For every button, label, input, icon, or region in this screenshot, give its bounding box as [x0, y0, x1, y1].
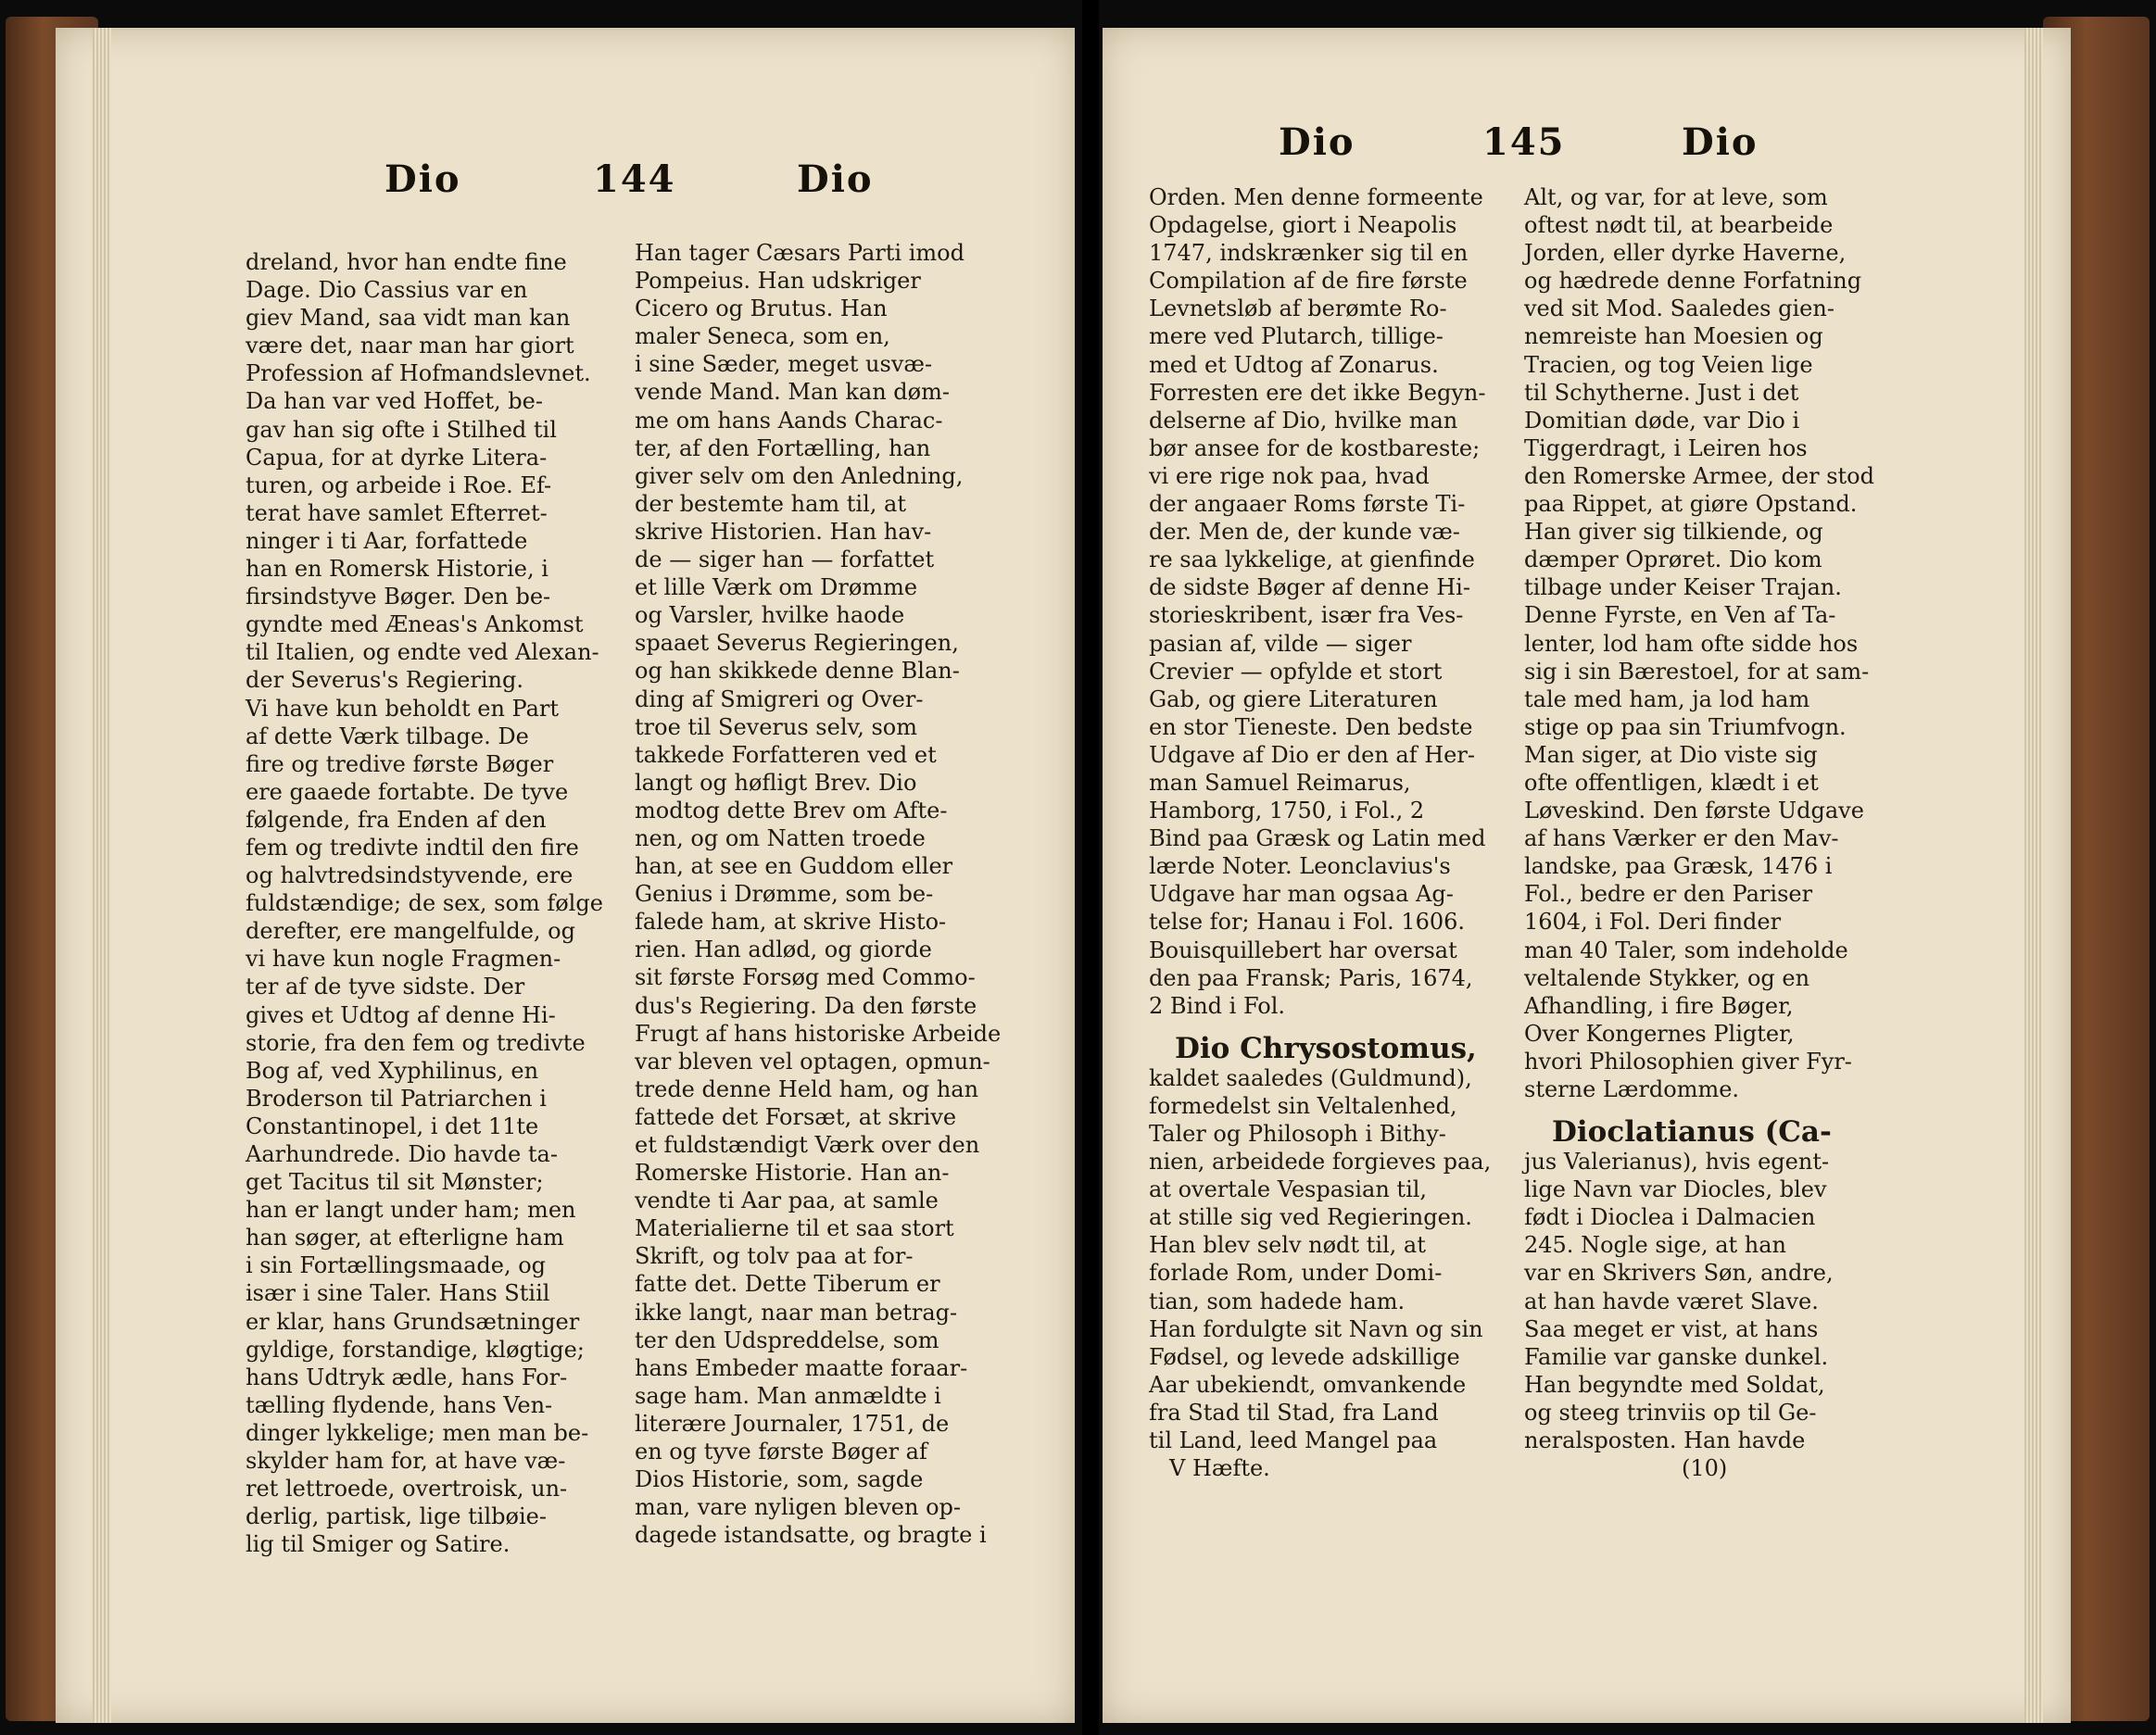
text-line: sig i sin Bærestoel, for at sam- [1524, 658, 1870, 685]
text-line: Orden. Men denne formeente [1149, 184, 1483, 210]
text-line: og hædrede denne Forfatning [1524, 268, 1862, 295]
text-line: nien, arbeidede forgieves paa, [1149, 1149, 1492, 1176]
text-line: lærde Noter. Leonclavius's [1149, 853, 1451, 880]
text-line: Bouisquillebert har oversat [1149, 937, 1457, 963]
text-line: troe til Severus selv, som [635, 713, 917, 740]
left-column-1 [246, 248, 681, 1558]
text-line: dinger lykkelige; men man be- [246, 1419, 589, 1446]
right-head-word-1: Dio [1279, 120, 1355, 164]
text-line: tilbage under Keiser Trajan. [1524, 574, 1842, 601]
text-line: Hamborg, 1750, i Fol., 2 [1149, 798, 1425, 824]
text-line: sit første Forsøg med Commo- [635, 964, 976, 991]
text-line: Tracien, og tog Veien lige [1524, 351, 1813, 378]
text-line: Udgave af Dio er den af Her- [1149, 741, 1475, 768]
text-line: Familie var ganske dunkel. [1524, 1343, 1829, 1370]
text-line: Bog af, ved Xyphilinus, en [246, 1057, 539, 1084]
text-line: Løveskind. Den første Udgave [1524, 798, 1864, 824]
text-line: 245. Nogle sige, at han [1524, 1232, 1787, 1259]
text-line: Han begyndte med Soldat, [1524, 1371, 1825, 1398]
spread-gutter [1082, 0, 1099, 1735]
text-line: fattede det Forsæt, at skrive [635, 1103, 957, 1130]
text-line: Dage. Dio Cassius var en [246, 277, 528, 304]
left-column-2 [635, 239, 1061, 1549]
signature-line: V Hæfte. [1169, 1455, 1270, 1482]
text-line: født i Dioclea i Dalmacien [1524, 1204, 1816, 1231]
text-line: lenter, lod ham ofte sidde hos [1524, 630, 1859, 657]
text-line: der. Men de, der kunde væ- [1149, 519, 1460, 546]
right-page-edges [2024, 28, 2043, 1723]
text-line: ret lettroede, overtroisk, un- [246, 1476, 568, 1502]
text-line: i sine Sæder, meget usvæ- [635, 351, 933, 378]
text-line: delserne af Dio, hvilke man [1149, 407, 1458, 434]
left-head-word-2: Dio [797, 157, 874, 201]
text-line: 2 Bind i Fol. [1149, 992, 1286, 1019]
text-line: var bleven vel optagen, opmun- [635, 1048, 990, 1075]
text-line: modtog dette Brev om Afte- [635, 797, 948, 823]
text-line: er klar, hans Grundsætninger [246, 1308, 580, 1335]
text-line: vende Mand. Man kan døm- [635, 379, 950, 406]
text-line: giver selv om den Anledning, [635, 462, 964, 489]
text-line: Taler og Philosoph i Bithy- [1149, 1121, 1446, 1147]
text-line: ter af de tyve sidste. Der [246, 974, 525, 1000]
text-line: Fol., bedre er den Pariser [1524, 881, 1813, 908]
text-line: at overtale Vespasian til, [1149, 1176, 1428, 1203]
text-line: dagede istandsatte, og bragte i [635, 1522, 987, 1549]
text-line: Tiggerdragt, i Leiren hos [1524, 434, 1808, 461]
text-line: jus Valerianus), hvis egent- [1524, 1149, 1830, 1176]
text-line: og halvtredsindstyvende, ere [246, 862, 574, 889]
left-head-word-1: Dio [385, 157, 461, 201]
text-line: Frugt af hans historiske Arbeide [635, 1020, 1002, 1047]
text-line: Levnetsløb af berømte Ro- [1149, 295, 1447, 322]
text-line: ter, af den Fortælling, han [635, 434, 931, 461]
text-line: Crevier — opfylde et stort [1149, 658, 1443, 685]
text-line: get Tacitus til sit Mønster; [246, 1169, 544, 1196]
text-line: landske, paa Græsk, 1476 i [1524, 853, 1833, 880]
text-line: dus's Regiering. Da den første [635, 992, 977, 1019]
text-line: re saa lykkelige, at gienfinde [1149, 547, 1475, 573]
text-line: Dios Historie, som, sagde [635, 1466, 924, 1493]
text-line: til Land, leed Mangel paa [1149, 1427, 1438, 1454]
text-line: Man siger, at Dio viste sig [1524, 741, 1818, 768]
text-line: veltalende Stykker, og en [1524, 964, 1810, 991]
text-line: fatte det. Dette Tiberum er [635, 1271, 940, 1298]
text-line: bør ansee for de kostbareste; [1149, 434, 1481, 461]
text-line: telse for; Hanau i Fol. 1606. [1149, 909, 1466, 936]
text-line: gyldige, forstandige, kløgtige; [246, 1336, 585, 1363]
text-line: med et Udtog af Zonarus. [1149, 351, 1439, 378]
text-line: tælling flydende, hans Ven- [246, 1391, 553, 1418]
text-line: paa Rippet, at giøre Opstand. [1524, 491, 1858, 518]
text-line: de — siger han — forfattet [635, 547, 935, 573]
text-line: nen, og om Natten troede [635, 824, 926, 851]
right-head-word-2: Dio [1682, 120, 1759, 164]
text-line: ere gaaede fortabte. De tyve [246, 778, 569, 805]
text-line: man 40 Taler, som indeholde [1524, 937, 1848, 963]
text-line: vendte ti Aar paa, at samle [635, 1188, 939, 1214]
text-line: stige op paa sin Triumfvogn. [1524, 713, 1847, 740]
text-line: vi ere rige nok paa, hvad [1149, 462, 1430, 489]
text-line: Pompeius. Han udskriger [635, 268, 921, 295]
text-line: lig til Smiger og Satire. [246, 1531, 511, 1558]
text-line: og Varsler, hvilke haode [635, 602, 905, 629]
text-line: kaldet saaledes (Guldmund), [1149, 1064, 1472, 1091]
text-line: ding af Smigreri og Over- [635, 685, 924, 712]
left-page [56, 28, 1075, 1723]
text-line: han er langt under ham; men [246, 1197, 576, 1224]
text-line: rien. Han adlød, og giorde [635, 937, 932, 963]
text-line: tale med ham, ja lod ham [1524, 685, 1810, 712]
entry-diocletianus: Dioclatianus (Ca- [1552, 1115, 1832, 1150]
text-line: Broderson til Patriarchen i [246, 1085, 547, 1112]
text-line: giev Mand, saa vidt man kan [246, 305, 571, 332]
text-line: Udgave har man ogsaa Ag- [1149, 881, 1454, 908]
text-line: en og tyve første Bøger af [635, 1439, 927, 1465]
text-line: et lille Værk om Drømme [635, 574, 918, 601]
text-line: han, at see en Guddom eller [635, 853, 953, 880]
text-line: langt og høfligt Brev. Dio [635, 769, 917, 796]
text-line: et fuldstændigt Værk over den [635, 1132, 980, 1158]
left-running-head [56, 157, 1075, 232]
text-line: man, vare nyligen bleven op- [635, 1494, 961, 1521]
text-line: formedelst sin Veltalenhed, [1149, 1092, 1457, 1119]
text-line: der Severus's Regiering. [246, 667, 523, 694]
text-line: Vi have kun beholdt en Part [246, 695, 560, 722]
text-line: 1747, indskrænker sig til en [1149, 240, 1469, 267]
text-line: Cicero og Brutus. Han [635, 295, 888, 322]
right-column-2 [1524, 183, 1932, 1482]
text-line: at stille sig ved Regieringen. [1149, 1204, 1472, 1231]
text-line: Profession af Hofmandslevnet. [246, 360, 591, 387]
text-line: især i sine Taler. Hans Stiil [246, 1280, 550, 1307]
text-line: forlade Rom, under Domi- [1149, 1260, 1443, 1287]
text-line: Aarhundrede. Dio havde ta- [246, 1141, 558, 1167]
text-line: ikke langt, naar man betrag- [635, 1299, 958, 1326]
text-line: Forresten ere det ikke Begyn- [1149, 379, 1486, 406]
text-line: sterne Lærdomme. [1524, 1076, 1740, 1102]
text-line: af hans Værker er den Mav- [1524, 825, 1839, 852]
text-line: Denne Fyrste, en Ven af Ta- [1524, 602, 1836, 629]
text-line: storie, fra den fem og tredivte [246, 1029, 586, 1056]
right-page-number: 145 [1482, 120, 1566, 164]
text-line: nemreiste han Moesien og [1524, 323, 1823, 350]
text-line: literære Journaler, 1751, de [635, 1410, 950, 1437]
text-line: Han fordulgte sit Navn og sin [1149, 1315, 1483, 1342]
text-line: Opdagelse, giort i Neapolis [1149, 212, 1457, 239]
text-line: af dette Værk tilbage. De [246, 723, 529, 749]
text-line: turen, og arbeide i Roe. Ef- [246, 471, 552, 498]
text-line: og steeg trinviis op til Ge- [1524, 1399, 1817, 1426]
text-line: gives et Udtog af denne Hi- [246, 1001, 556, 1028]
text-line: Han tager Cæsars Parti imod [635, 240, 965, 266]
text-line: Saa meget er vist, at hans [1524, 1315, 1819, 1342]
text-line: takkede Forfatteren ved et [635, 741, 937, 768]
text-line: han en Romersk Historie, i [246, 556, 548, 583]
text-line: den Romerske Armee, der stod [1524, 462, 1874, 489]
text-line: falede ham, at skrive Histo- [635, 909, 947, 936]
text-line: oftest nødt til, at bearbeide [1524, 212, 1834, 239]
text-line: Constantinopel, i det 11te [246, 1113, 539, 1139]
text-line: Alt, og var, for at leve, som [1524, 184, 1828, 210]
right-column-1 [1149, 183, 1529, 1482]
text-line: at han havde været Slave. [1524, 1288, 1819, 1314]
text-line: maler Seneca, som en, [635, 323, 890, 350]
text-line: og han skikkede denne Blan- [635, 658, 960, 685]
text-line: han søger, at efterligne ham [246, 1225, 564, 1251]
text-line: tian, som hadede ham. [1149, 1288, 1406, 1314]
text-line: ninger i ti Aar, forfattede [246, 527, 528, 554]
text-line: Bind paa Græsk og Latin med [1149, 825, 1486, 852]
text-line: Afhandling, i fire Bøger, [1524, 992, 1794, 1019]
text-line: neralsposten. Han havde [1524, 1427, 1806, 1454]
text-line: mere ved Plutarch, tillige- [1149, 323, 1444, 350]
text-line: spaaet Severus Regieringen, [635, 630, 959, 657]
text-line: fem og tredivte indtil den fire [246, 834, 579, 861]
text-line: en stor Tieneste. Den bedste [1149, 713, 1473, 740]
text-line: man Samuel Reimarus, [1149, 769, 1411, 796]
text-line: der bestemte ham til, at [635, 490, 906, 517]
text-line: følgende, fra Enden af den [246, 806, 547, 833]
entry-dio-chrysostomus: Dio Chrysostomus, [1175, 1031, 1477, 1065]
text-line: dreland, hvor han endte fine [246, 249, 567, 275]
text-line: fra Stad til Stad, fra Land [1149, 1399, 1439, 1426]
text-line: hvori Philosophien giver Fyr- [1524, 1048, 1852, 1075]
text-line: til Italien, og endte ved Alexan- [246, 639, 599, 666]
left-page-number: 144 [593, 157, 676, 201]
text-line: der angaaer Roms første Ti- [1149, 491, 1466, 518]
text-line: være det, naar man har giort [246, 333, 574, 359]
text-line: derlig, partisk, lige tilbøie- [246, 1503, 547, 1530]
text-line: Compilation af de fire første [1149, 268, 1468, 295]
left-page-edges [93, 28, 111, 1723]
text-line: gyndte med Æneas's Ankomst [246, 611, 584, 638]
text-line: Jorden, eller dyrke Haverne, [1524, 240, 1847, 267]
text-line: Genius i Drømme, som be- [635, 881, 934, 908]
text-line: Aar ubekiendt, omvankende [1149, 1371, 1467, 1398]
text-line: fuldstændige; de sex, som følge [246, 890, 603, 917]
text-line: Gab, og giere Literaturen [1149, 685, 1438, 712]
text-line: skylder ham for, at have væ- [246, 1448, 566, 1475]
text-line: skrive Historien. Han hav- [635, 518, 932, 545]
text-line: ved sit Mod. Saaledes gien- [1524, 295, 1834, 322]
text-line: storieskribent, især fra Ves- [1149, 602, 1464, 629]
signature-mark: (10) [1682, 1455, 1728, 1482]
text-line: dæmper Oprøret. Dio kom [1524, 547, 1822, 573]
text-line: Romerske Historie. Han an- [635, 1160, 950, 1187]
text-line: lige Navn var Diocles, blev [1524, 1176, 1827, 1203]
text-line: pasian af, vilde — siger [1149, 630, 1412, 657]
text-line: i sin Fortællingsmaade, og [246, 1252, 547, 1279]
text-line: terat have samlet Efterret- [246, 499, 548, 526]
text-line: Fødsel, og levede adskillige [1149, 1343, 1460, 1370]
text-line: Materialierne til et saa stort [635, 1215, 954, 1242]
text-line: trede denne Held ham, og han [635, 1075, 979, 1102]
text-line: hans Udtryk ædle, hans For- [246, 1364, 568, 1390]
text-line: firsindstyve Bøger. Den be- [246, 584, 551, 610]
text-line: Capua, for at dyrke Litera- [246, 444, 548, 471]
text-line: 1604, i Fol. Deri finder [1524, 909, 1782, 936]
text-line: Han giver sig tilkiende, og [1524, 519, 1823, 546]
text-line: var en Skrivers Søn, andre, [1524, 1260, 1834, 1287]
text-line: den paa Fransk; Paris, 1674, [1149, 964, 1473, 991]
text-line: Han blev selv nødt til, at [1149, 1232, 1426, 1259]
text-line: ofte offentligen, klædt i et [1524, 769, 1819, 796]
text-line: gav han sig ofte i Stilhed til [246, 416, 557, 443]
text-line: ter den Udspreddelse, som [635, 1326, 939, 1353]
text-line: sage ham. Man anmældte i [635, 1382, 941, 1409]
text-line: Domitian døde, var Dio i [1524, 407, 1800, 434]
text-line: fire og tredive første Bøger [246, 750, 554, 777]
text-line: Da han var ved Hoffet, be- [246, 388, 543, 415]
right-page [1103, 28, 2071, 1723]
text-line: me om hans Aands Charac- [635, 407, 943, 434]
text-line: de sidste Bøger af denne Hi- [1149, 574, 1470, 601]
text-line: vi have kun nogle Fragmen- [246, 946, 561, 973]
text-line: derefter, ere mangelfulde, og [246, 918, 575, 945]
text-line: hans Embeder maatte foraar- [635, 1354, 968, 1381]
text-line: Skrift, og tolv paa at for- [635, 1243, 914, 1270]
text-line: til Schytherne. Just i det [1524, 379, 1799, 406]
text-line: Over Kongernes Pligter, [1524, 1020, 1795, 1047]
